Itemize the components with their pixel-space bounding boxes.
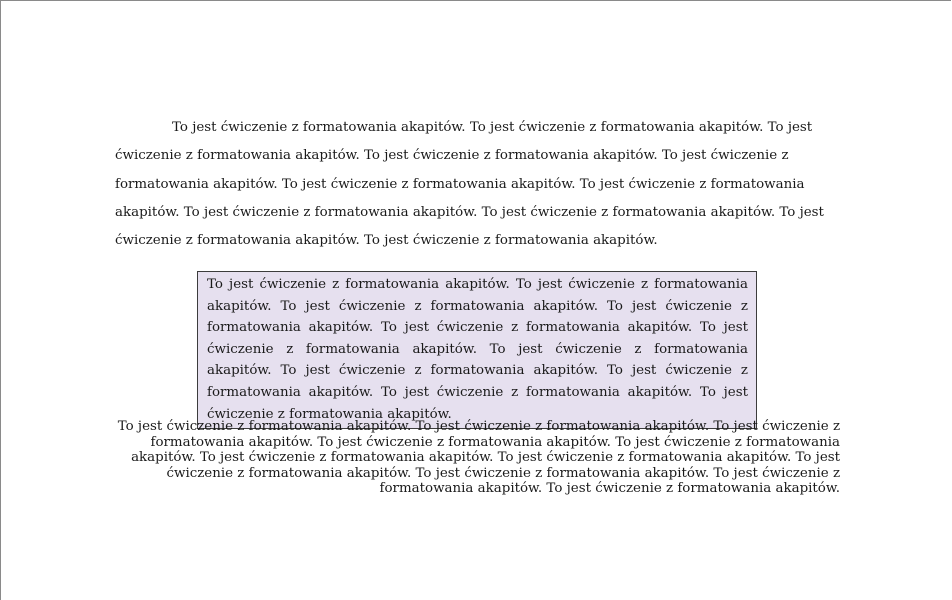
paragraph-right-aligned-single-spaced[interactable]: To jest ćwiczenie z formatowania akapitów. To jest ćwiczenie z formatowania akapitów. To jest ćwiczenie z formatowania akapitów. To jest ćwiczenie z formatowania akapitów. To jest ćwiczenie z formatowania akapitów. To jest ćwiczenie z formatowania akapitów. To jest ćwiczenie z formatowania akapitów. To jest ćwiczenie z formatowania akapitów. To jest ćwiczenie z formatowania akapitów. To jest ćwiczenie z formatowania akapitów. To jest ćwiczenie z formatowania akapitów. xyxy=(117,419,840,496)
paragraph-indented-double-spaced[interactable]: To jest ćwiczenie z formatowania akapitów. To jest ćwiczenie z formatowania akapitów. To jest ćwiczenie z formatowania akapitów. To jest ćwiczenie z formatowania akapitów. To jest ćwiczenie z formatowania akapitów. To jest ćwiczenie z formatowania akapitów. To jest ćwiczenie z formatowania akapitów. To jest ćwiczenie z formatowania akapitów. To jest ćwiczenie z formatowania akapitów. To jest ćwiczenie z formatowania akapitów. To jest ćwiczenie z formatowania akapitów. xyxy=(115,120,824,249)
paragraph-justified-bordered-shaded[interactable]: To jest ćwiczenie z formatowania akapitów. To jest ćwiczenie z formatowania akapitów. To jest ćwiczenie z formatowania akapitów. To jest ćwiczenie z formatowania akapitów. To jest ćwiczenie z formatowania akapitów. To jest ćwiczenie z formatowania akapitów. To jest ćwiczenie z formatowania akapitów. To jest ćwiczenie z formatowania akapitów. To jest ćwiczenie z formatowania akapitów. To jest ćwiczenie z formatowania akapitów. To jest ćwiczenie z formatowania akapitów. xyxy=(197,271,757,429)
